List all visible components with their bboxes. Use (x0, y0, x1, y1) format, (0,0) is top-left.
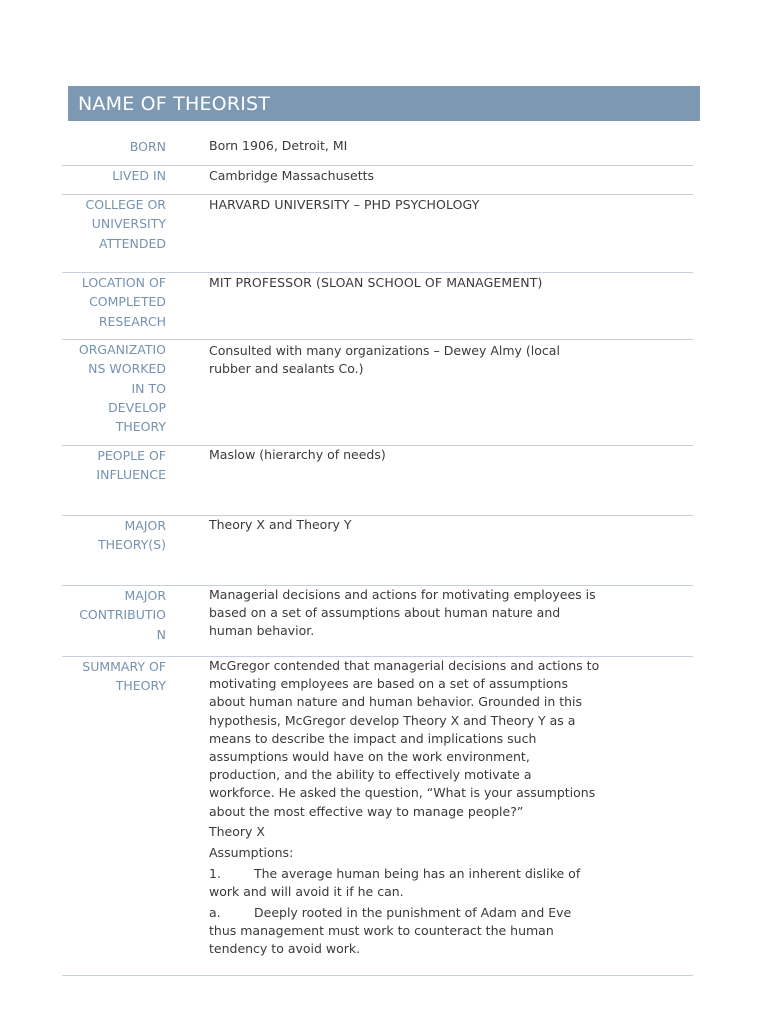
row-label: SUMMARY OF THEORY (82, 659, 166, 694)
table-row-summary (62, 657, 693, 976)
summary-subheading: Theory X (209, 824, 265, 840)
row-label: PEOPLE OF INFLUENCE (96, 448, 166, 483)
list-marker: 1. (209, 865, 221, 881)
row-label: COLLEGE OR UNIVERSITY ATTENDED (85, 197, 166, 251)
row-value: MIT PROFESSOR (SLOAN SCHOOL OF MANAGEMENT) (209, 275, 543, 290)
row-value: Consulted with many organizations – Dewey Almy (local rubber and sealants Co.) (209, 343, 560, 377)
row-value (209, 657, 601, 961)
row-label: BORN (129, 139, 166, 154)
row-label: MAJOR CONTRIBUTIO N (79, 588, 166, 642)
list-text: Deeply rooted in the punishment of Adam and Eve thus management must work to counteract the human tendency to avoid work. (209, 904, 572, 957)
row-label: LOCATION OF COMPLETED RESEARCH (81, 275, 166, 329)
row-label: MAJOR THEORY(S) (98, 518, 166, 553)
summary-paragraph: McGregor contended that managerial decisions and actions to motivating employees are based on a set of assumptions about human nature and human behavior. Grounded in this hypothesis, McGregor develop Theory X and Theory Y as a means to describe the impact and implications such assumptions would have on the work environment, production, and the ability to effectively motivate a workforce. He asked the question, “What is your assumptions about the most effective way to manage people?” (209, 658, 600, 819)
theorist-title-bar (68, 86, 700, 121)
table-row-born (62, 130, 693, 166)
row-value: Maslow (hierarchy of needs) (209, 447, 386, 462)
page-title: NAME OF THEORIST (78, 93, 271, 115)
list-item (209, 904, 601, 959)
list-marker: a. (209, 904, 221, 920)
table-row-research-location (62, 273, 693, 340)
row-label: LIVED IN (112, 168, 166, 183)
table-row-major-theories (62, 516, 693, 586)
list-text: The average human being has an inherent dislike of work and will avoid it if he can. (209, 865, 581, 899)
table-row-college (62, 195, 693, 273)
row-value: HARVARD UNIVERSITY – PHD PSYCHOLOGY (209, 197, 480, 212)
row-value: Managerial decisions and actions for motivating employees is based on a set of assumptions about human nature and human behavior. (209, 587, 596, 639)
table-row-lived-in (62, 166, 693, 195)
table-row-major-contribution (62, 586, 693, 657)
table-row-organizations (62, 340, 693, 446)
table-row-people-of-influence (62, 446, 693, 516)
row-value: Theory X and Theory Y (209, 517, 352, 532)
row-label: ORGANIZATIO NS WORKED IN TO DEVELOP THEORY (78, 342, 166, 435)
summary-subheading: Assumptions: (209, 845, 294, 861)
list-item (209, 865, 601, 901)
row-value: Cambridge Massachusetts (209, 168, 375, 183)
row-value: Born 1906, Detroit, MI (209, 138, 348, 153)
